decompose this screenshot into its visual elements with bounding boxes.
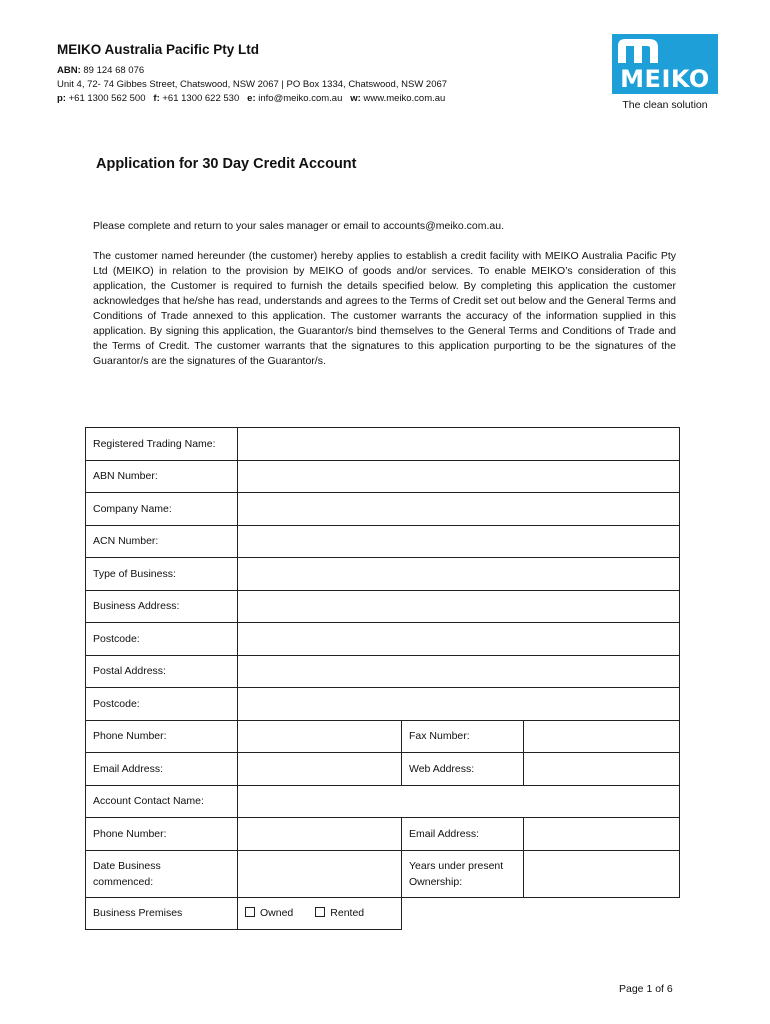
abn-number-label: ABN Number: <box>86 460 238 493</box>
rented-checkbox[interactable] <box>315 907 325 917</box>
owned-label: Owned <box>260 907 294 920</box>
web-label: w: <box>350 93 361 104</box>
acn-number-field[interactable] <box>238 525 680 558</box>
contact-email-address-field[interactable] <box>524 818 680 851</box>
company-name-field[interactable] <box>238 493 680 526</box>
rented-label: Rented <box>330 907 365 920</box>
email-label: e: <box>247 93 256 104</box>
contact-phone-number-field[interactable] <box>238 818 402 851</box>
form-row <box>86 818 680 851</box>
intro-text: Please complete and return to your sales manager or email to accounts@meiko.com.au. <box>93 220 505 232</box>
abn-line <box>57 64 517 78</box>
abn-label: ABN: <box>57 65 81 76</box>
form-row <box>86 428 680 461</box>
contact-email-address-label: Email Address: <box>402 818 524 851</box>
business-premises-label: Business Premises <box>86 897 238 930</box>
form-row <box>86 897 680 930</box>
postcode-label: Postcode: <box>86 623 238 656</box>
form-row <box>86 558 680 591</box>
registered-trading-name-label: Registered Trading Name: <box>86 428 238 461</box>
fax-label: f: <box>153 93 160 104</box>
email-value: info@meiko.com.au <box>258 93 343 104</box>
form-row <box>86 590 680 623</box>
phone-value: +61 1300 562 500 <box>68 93 146 104</box>
blank-cell <box>402 897 680 930</box>
web-address-field[interactable] <box>524 753 680 786</box>
page-title: Application for 30 Day Credit Account <box>96 156 357 172</box>
business-address-field[interactable] <box>238 590 680 623</box>
postcode-field[interactable] <box>238 623 680 656</box>
postal-address-field[interactable] <box>238 655 680 688</box>
email-address-field[interactable] <box>238 753 402 786</box>
years-line2: Ownership: <box>409 875 463 888</box>
contact-phone-number-label: Phone Number: <box>86 818 238 851</box>
business-address-label: Business Address: <box>86 590 238 623</box>
logo-tagline: The clean solution <box>622 99 708 111</box>
form-row <box>86 850 680 897</box>
business-premises-options <box>238 897 402 930</box>
account-contact-name-label: Account Contact Name: <box>86 785 238 818</box>
registered-trading-name-field[interactable] <box>238 428 680 461</box>
years-line1: Years under present <box>409 859 504 872</box>
owned-checkbox[interactable] <box>245 907 255 917</box>
address-line: Unit 4, 72- 74 Gibbes Street, Chatswood, NSW 2067 | PO Box 1334, Chatswood, NSW 2067 <box>57 79 448 90</box>
postal-address-label: Postal Address: <box>86 655 238 688</box>
form-row <box>86 688 680 721</box>
years-under-ownership-label <box>402 850 524 897</box>
date-business-commenced-label <box>86 850 238 897</box>
web-address-label: Web Address: <box>402 753 524 786</box>
phone-number-field[interactable] <box>238 720 402 753</box>
meiko-logo <box>612 34 718 94</box>
date-business-line2: commenced: <box>93 875 154 888</box>
letterhead <box>57 42 517 106</box>
account-contact-name-field[interactable] <box>238 785 680 818</box>
form-row <box>86 525 680 558</box>
phone-label: p: <box>57 93 66 104</box>
rented-option[interactable] <box>315 907 364 919</box>
fax-number-field[interactable] <box>524 720 680 753</box>
date-business-line1: Date Business <box>93 859 161 872</box>
form-row <box>86 753 680 786</box>
application-form <box>85 427 680 930</box>
form-row <box>86 655 680 688</box>
postal-postcode-label: Postcode: <box>86 688 238 721</box>
page-number: Page 1 of 6 <box>619 983 673 995</box>
date-business-commenced-field[interactable] <box>238 850 402 897</box>
contact-line <box>57 92 517 106</box>
owned-option[interactable] <box>245 907 293 919</box>
form-row <box>86 720 680 753</box>
postal-postcode-field[interactable] <box>238 688 680 721</box>
type-of-business-field[interactable] <box>238 558 680 591</box>
logo-wordmark: MEIKO <box>620 65 710 93</box>
acn-number-label: ACN Number: <box>86 525 238 558</box>
phone-number-label: Phone Number: <box>86 720 238 753</box>
fax-value: +61 1300 622 530 <box>162 93 240 104</box>
form-row <box>86 785 680 818</box>
company-name-label: Company Name: <box>86 493 238 526</box>
years-under-ownership-field[interactable] <box>524 850 680 897</box>
form-row <box>86 623 680 656</box>
fax-number-label: Fax Number: <box>402 720 524 753</box>
form-row <box>86 493 680 526</box>
company-name: MEIKO Australia Pacific Pty Ltd <box>57 42 260 57</box>
abn-number-field[interactable] <box>238 460 680 493</box>
meiko-m-icon <box>616 36 662 64</box>
email-address-label: Email Address: <box>86 753 238 786</box>
type-of-business-label: Type of Business: <box>86 558 238 591</box>
terms-paragraph: The customer named hereunder (the customer) hereby applies to establish a credit facility with MEIKO Australia Pacific Pty Ltd (MEIKO) in relation to the provision by MEIKO of goods and/or services. To enable MEIKO’s consideration of this application, the Customer is required to furnish the details specified below. By completing this application the customer acknowledges that he/she has read, understands and agrees to the Terms of Credit set out below and the General Terms and Conditions of Trade annexed to this application. The customer warrants the accuracy of the information supplied in this application. By signing this application, the Guarantor/s bind themselves to the General Terms and Conditions of Trade and the Terms of Credit. The customer warrants that the signatures to this application purporting to be the signatures of the Guarantor/s are the signatures of the Guarantor/s. <box>93 250 676 367</box>
web-value: www.meiko.com.au <box>363 93 446 104</box>
abn-value: 89 124 68 076 <box>83 65 145 76</box>
form-row <box>86 460 680 493</box>
